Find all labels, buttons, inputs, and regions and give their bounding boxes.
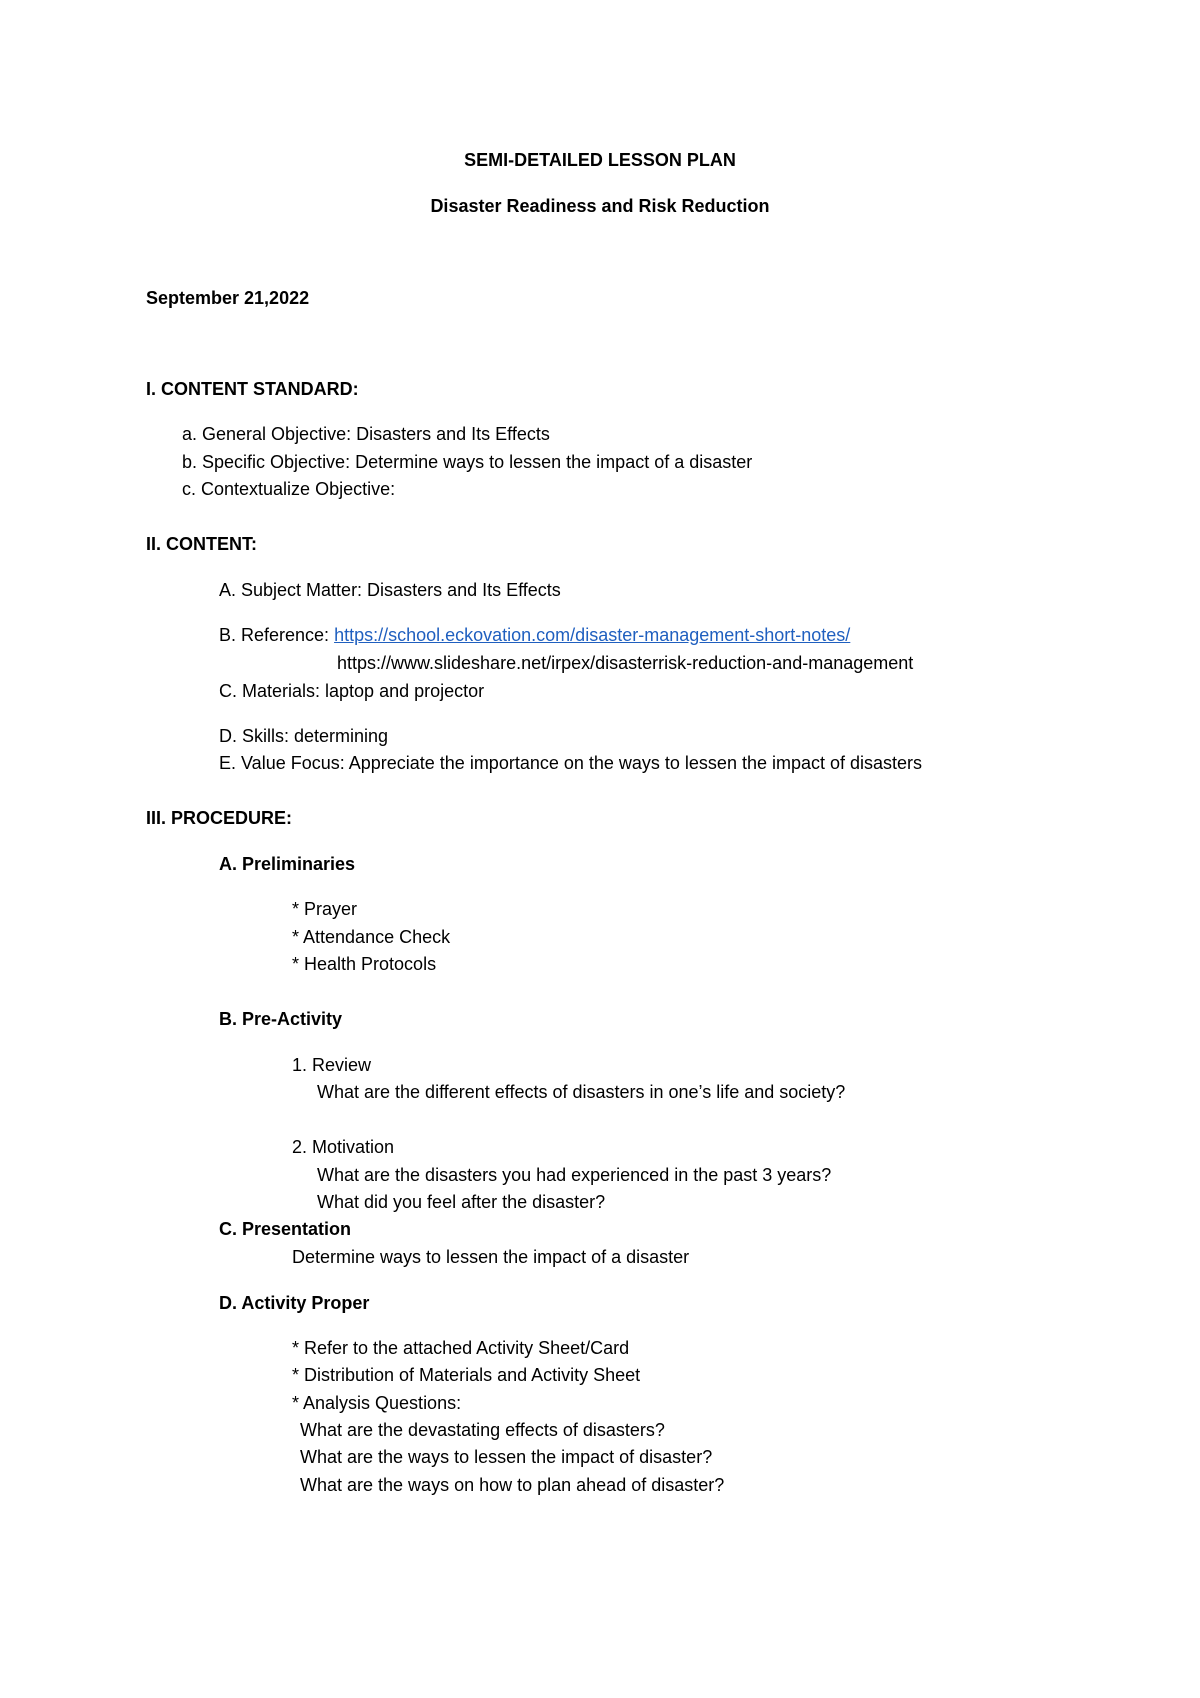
lesson-date: September 21,2022 <box>146 288 310 308</box>
preliminaries-item: * Prayer <box>292 899 358 919</box>
subject-matter: A. Subject Matter: Disasters and Its Effects <box>219 580 561 600</box>
analysis-question: What are the ways on how to plan ahead of disaster? <box>300 1475 725 1495</box>
preliminaries-item: * Health Protocols <box>292 954 437 974</box>
activity-item: * Analysis Questions: <box>292 1393 462 1413</box>
document-subject: Disaster Readiness and Risk Reduction <box>430 196 770 216</box>
reference-link[interactable]: https://school.eckovation.com/disaster-management-short-notes/ <box>334 625 851 645</box>
motivation-label: 2. Motivation <box>292 1137 395 1157</box>
document-title: SEMI-DETAILED LESSON PLAN <box>464 150 736 170</box>
value-focus: E. Value Focus: Appreciate the importance on the ways to lessen the impact of disasters <box>219 753 923 773</box>
activity-item: * Distribution of Materials and Activity Sheet <box>292 1365 641 1385</box>
objective-contextualize: c. Contextualize Objective: <box>182 479 396 499</box>
review-question: What are the different effects of disasters in one’s life and society? <box>317 1082 846 1102</box>
objective-specific: b. Specific Objective: Determine ways to lessen the impact of a disaster <box>182 452 753 472</box>
preliminaries-heading: A. Preliminaries <box>219 854 356 874</box>
activity-proper-heading: D. Activity Proper <box>219 1293 370 1313</box>
motivation-question: What did you feel after the disaster? <box>317 1192 606 1212</box>
reference-line <box>219 626 850 644</box>
preliminaries-item: * Attendance Check <box>292 927 451 947</box>
motivation-question: What are the disasters you had experienced in the past 3 years? <box>317 1165 832 1185</box>
reference-label: B. Reference: <box>219 625 335 645</box>
pre-activity-heading: B. Pre-Activity <box>219 1009 343 1029</box>
analysis-question: What are the ways to lessen the impact of disaster? <box>300 1447 713 1467</box>
section-content-standard-heading: I. CONTENT STANDARD: <box>146 379 359 399</box>
section-procedure-heading: III. PROCEDURE: <box>146 808 293 828</box>
presentation-heading: C. Presentation <box>219 1219 352 1239</box>
activity-item: * Refer to the attached Activity Sheet/Card <box>292 1338 630 1358</box>
analysis-question: What are the devastating effects of disasters? <box>300 1420 665 1440</box>
reference-url-secondary: https://www.slideshare.net/irpex/disasterrisk-reduction-and-management <box>337 653 914 673</box>
review-label: 1. Review <box>292 1055 372 1075</box>
presentation-text: Determine ways to lessen the impact of a disaster <box>292 1247 690 1267</box>
section-content-heading: II. CONTENT: <box>146 534 257 554</box>
skills: D. Skills: determining <box>219 726 389 746</box>
materials: C. Materials: laptop and projector <box>219 681 485 701</box>
objective-general: a. General Objective: Disasters and Its Effects <box>182 424 550 444</box>
